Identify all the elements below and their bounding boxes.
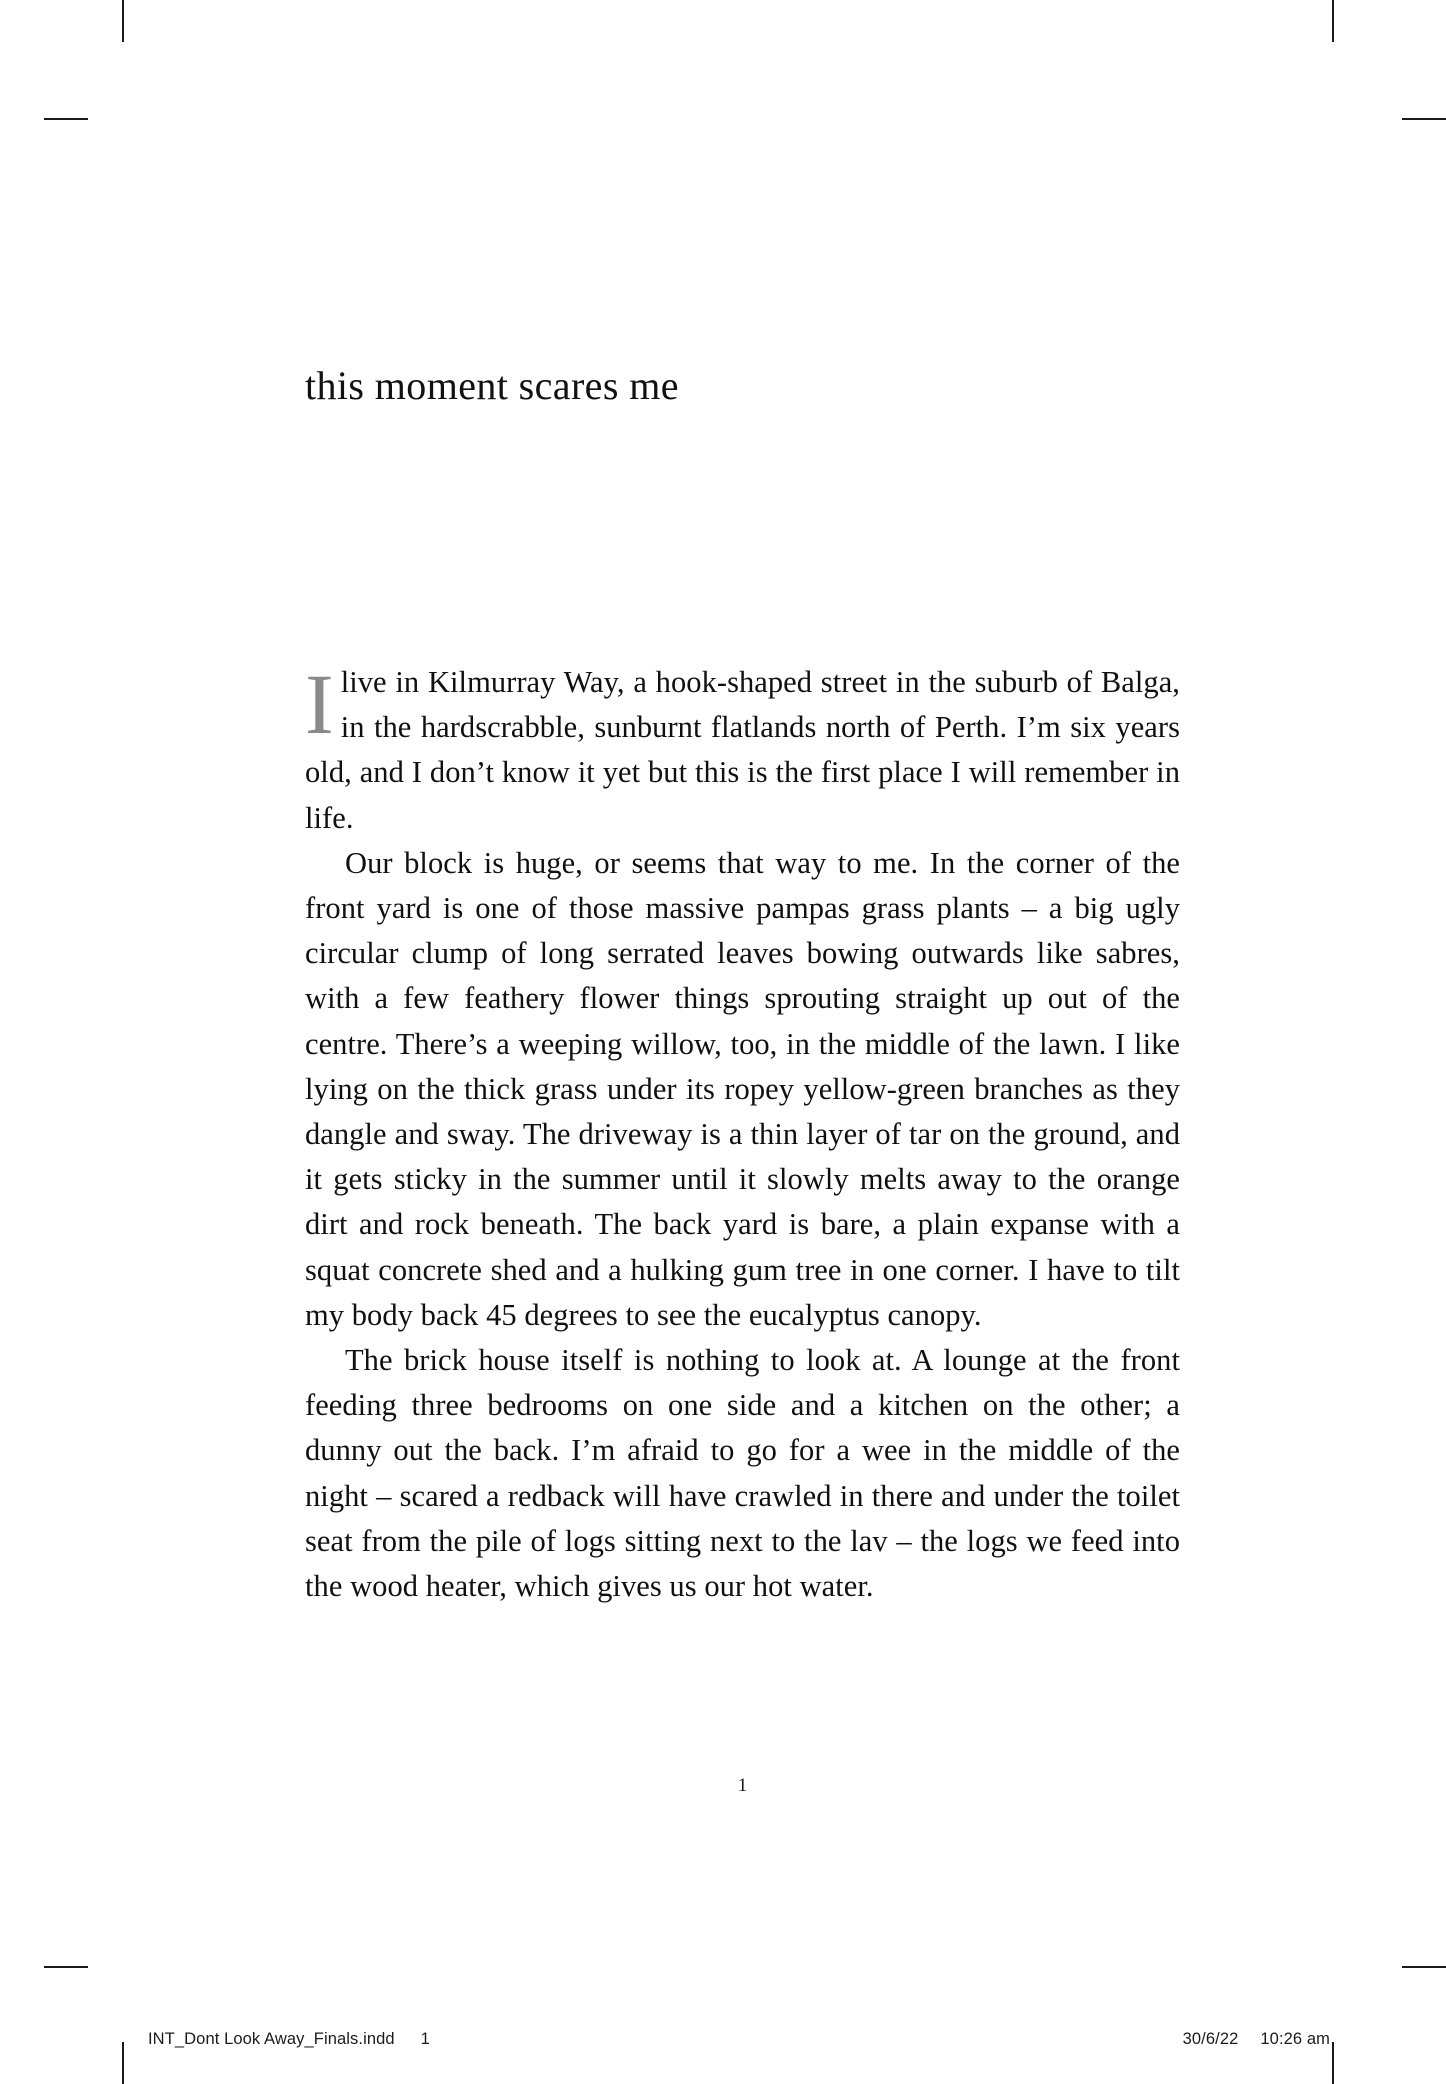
crop-mark-top-left-vertical (122, 0, 124, 42)
crop-mark-top-right-horizontal (1402, 118, 1446, 120)
crop-mark-top-right-vertical (1332, 0, 1334, 42)
chapter-title: this moment scares me (305, 362, 679, 408)
slug-page-number: 1 (420, 2030, 430, 2048)
indesign-filename: INT_Dont Look Away_Finals.indd (148, 2030, 395, 2048)
proof-slug (0, 2028, 1446, 2058)
proof-time: 10:26 am (1260, 2030, 1330, 2048)
paragraph-3: The brick house itself is nothing to look at. A lounge at the front feeding three bedrooms on one side and a kitchen on the other; a dunny out the back. I’m afraid to go for a wee in the middle of the night – scared a redback will have crawled in there and under the toilet seat from the pile of logs sitting next to the lav – the logs we feed into the wood heater, which gives us our hot water. (305, 1343, 1180, 1604)
proof-slug-left (148, 2030, 430, 2049)
crop-mark-bottom-right-horizontal (1402, 1966, 1446, 1968)
book-page (305, 0, 1180, 2084)
drop-cap: I (305, 656, 334, 752)
paragraph-1 (305, 656, 1180, 841)
crop-mark-top-left-horizontal (44, 118, 88, 120)
body-text (305, 656, 1180, 1609)
paragraph-1-text: live in Kilmurray Way, a hook-shaped street in the suburb of Balga, in the hardscrabble, sunburnt flatlands north of Perth. I’m six years old, and I don’t know it yet but this is the first place I will remember in life. (305, 665, 1180, 835)
crop-mark-bottom-left-horizontal (44, 1966, 88, 1968)
page-number: 1 (737, 1775, 748, 1796)
proof-slug-right (1183, 2030, 1330, 2049)
proof-date: 30/6/22 (1182, 2030, 1239, 2048)
paragraph-2: Our block is huge, or seems that way to me. In the corner of the front yard is one of those massive pampas grass plants – a big ugly circular clump of long serrated leaves bowing outwards like sabres, with a few feathery flower things sprouting straight up out of the centre. There’s a weeping willow, too, in the middle of the lawn. I like lying on the thick grass under its ropey yellow-green branches as they dangle and sway. The driveway is a thin layer of tar on the ground, and it gets sticky in the summer until it slowly melts away to the orange dirt and rock beneath. The back yard is bare, a plain expanse with a squat concrete shed and a hulking gum tree in one corner. I have to tilt my body back 45 degrees to see the eucalyptus canopy. (305, 845, 1180, 1332)
